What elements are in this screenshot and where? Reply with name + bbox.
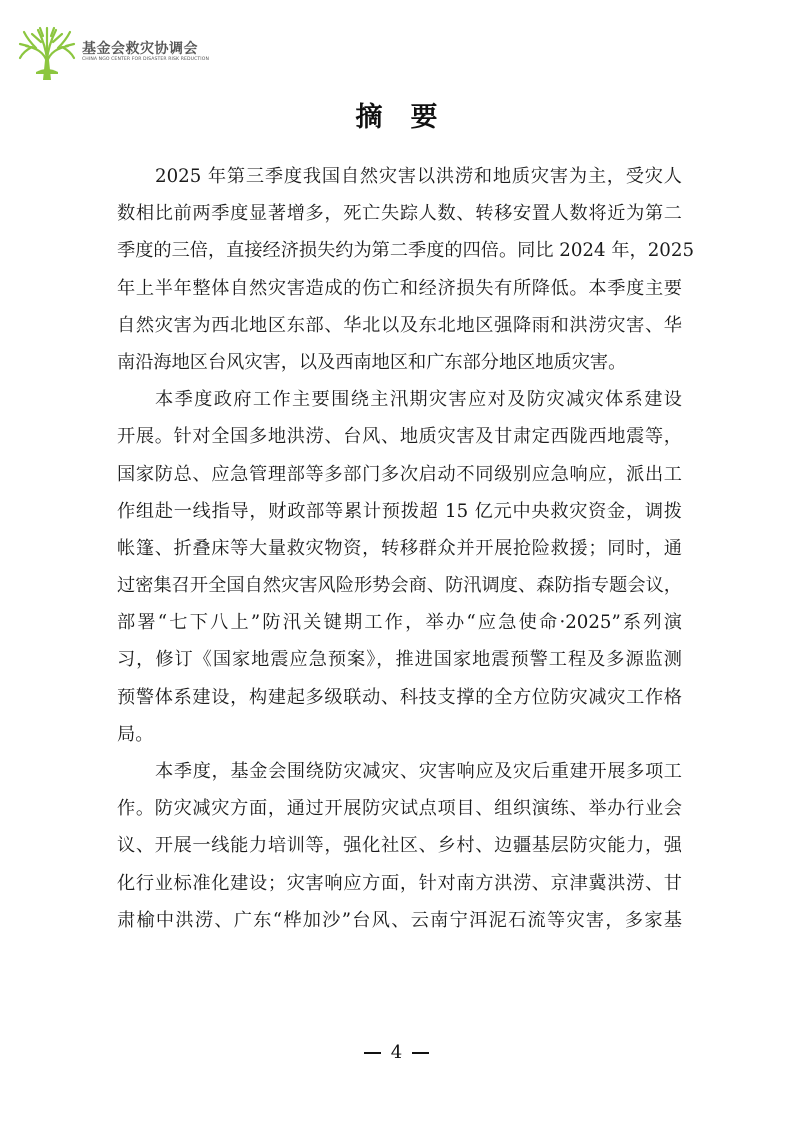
text-line: 议、开展一线能力培训等，强化社区、乡村、边疆基层防灾能力，强	[117, 835, 682, 857]
page-title: 摘要	[355, 102, 466, 133]
text-line: 肃榆中洪涝、广东“桦加沙”台风、云南宁洱泥石流等灾害，多家基	[117, 909, 682, 931]
text-line: 预警体系建设，构建起多级联动、科技支撑的全方位防灾减灾工作格	[117, 686, 682, 708]
text-line: 作。防灾减灾方面，通过开展防灾试点项目、组织演练、举办行业会	[117, 798, 682, 820]
text-line: 化行业标准化建设；灾害响应方面，针对南方洪涝、京津冀洪涝、甘	[117, 872, 682, 894]
dash-decoration	[364, 1052, 381, 1054]
text-line: 作组赴一线指导，财政部等累计预拨超 15 亿元中央救灾资金，调拨	[117, 500, 682, 522]
page-number	[0, 1042, 793, 1063]
dash-decoration	[412, 1052, 429, 1054]
organization-logo	[16, 24, 216, 80]
text-line: 局。	[117, 723, 154, 745]
page-number-value: 4	[390, 1042, 403, 1063]
text-line: 部署“七下八上”防汛关键期工作，举办“应急使命·2025”系列演	[117, 612, 682, 634]
paragraph-3	[117, 753, 682, 939]
logo-english-name: CHINA NGO CENTER FOR DISASTER RISK REDUCTION	[82, 57, 210, 62]
paragraph-1	[117, 158, 695, 381]
text-line: 习，修订《国家地震应急预案》，推进国家地震预警工程及多源监测	[117, 649, 682, 671]
paragraph-2	[117, 381, 682, 753]
text-line: 数相比前两季度显著增多，死亡失踪人数、转移安置人数将近为第二	[117, 203, 682, 225]
tree-icon	[16, 24, 78, 80]
text-line: 本季度政府工作主要围绕主汛期灾害应对及防灾减灾体系建设	[155, 389, 682, 411]
text-line: 国家防总、应急管理部等多部门多次启动不同级别应急响应，派出工	[117, 463, 682, 485]
text-line: 帐篷、折叠床等大量救灾物资，转移群众并开展抢险救援；同时，通	[117, 537, 682, 559]
text-line: 本季度，基金会围绕防灾减灾、灾害响应及灾后重建开展多项工	[155, 761, 682, 782]
text-line: 过密集召开全国自然灾害风险形势会商、防汛调度、森防指专题会议，	[117, 575, 682, 597]
text-line: 南沿海地区台风灾害，以及西南地区和广东部分地区地质灾害。	[117, 351, 627, 373]
text-line: 季度的三倍，直接经济损失约为第二季度的四倍。同比 2024 年，2025	[117, 240, 695, 262]
text-line: 2025 年第三季度我国自然灾害以洪涝和地质灾害为主，受灾人	[155, 166, 682, 187]
text-line: 开展。针对全国多地洪涝、台风、地质灾害及甘肃定西陇西地震等，	[117, 426, 682, 448]
text-line: 年上半年整体自然灾害造成的伤亡和经济损失有所降低。本季度主要	[117, 277, 682, 299]
document-body	[117, 158, 695, 939]
text-line: 自然灾害为西北地区东部、华北以及东北地区强降雨和洪涝灾害、华	[117, 314, 682, 336]
logo-chinese-name: 基金会救灾协调会	[82, 41, 198, 57]
